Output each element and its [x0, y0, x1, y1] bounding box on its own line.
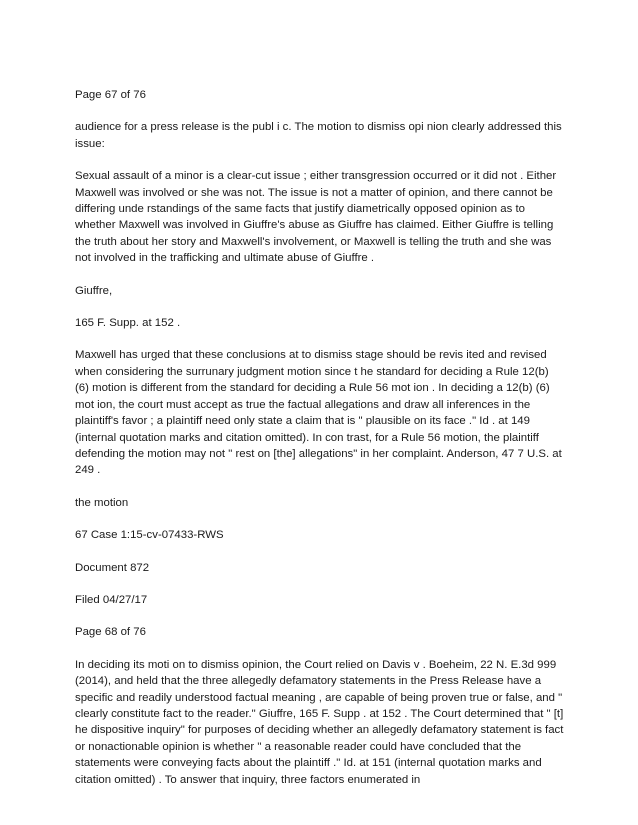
fragment-the-motion: the motion [75, 496, 129, 509]
page-number-header-2: Page 68 of 76 [75, 626, 146, 639]
block-quote: Sexual assault of a minor is a clear-cut issue ; either transgression occurred or it did not . Either Maxwell was involved or she was not. The issue is not a matter of opinion, and there cannot be differing unde rstandings of the same facts that justify diametrically opposed opinion as to whether Maxwell was involved in Giuffre's abuse as Giuffre has claimed. Either Giuffre is telling the truth about her story and Maxwell's involvement, or Maxwell is telling the truth and she was not involved in the trafficking and ultimate abuse of Giuffre . [75, 170, 557, 265]
citation-name: Giuffre, [75, 284, 113, 297]
citation-reference: 165 F. Supp. at 152 . [75, 317, 181, 330]
document-page [75, 87, 565, 804]
document-number: Document 872 [75, 561, 150, 574]
filed-date: Filed 04/27/17 [75, 593, 148, 606]
page-number-header: Page 67 of 76 [75, 89, 146, 101]
paragraph-deciding: In deciding its moti on to dismiss opinion, the Court relied on Davis v . Boeheim, 22 N. E.3d 999 (2014), and held that the three allegedly defamatory statements in the Press Release have a specific and readily understood factual meaning , are capable of being proven true or false, and " clearly constitute fact to the reader." Giuffre, 165 F. Supp . at 152 . The Court determined that " [t] he dispositive inquiry" for purposes of deciding whether an allegedly defamatory statement is fact or nonactionable opinion is whether " a reasonable reader could have concluded that the statements were conveying facts about the plaintiff ." Id. at 151 (internal quotation marks and citation omitted) . To answer that inquiry, three factors enumerated in [75, 658, 564, 786]
paragraph-audience: audience for a press release is the publ i c. The motion to dismiss opi nion clearly addressed this issue: [75, 121, 562, 150]
case-number: 67 Case 1:15-cv-07433-RWS [75, 529, 224, 542]
paragraph-maxwell: Maxwell has urged that these conclusions at to dismiss stage should be revis ited and revised when considering the surrunary judgment motion since t he standard for deciding a Rule 12(b) (6) motion is different from the standard for deciding a Rule 56 mot ion . In deciding a 12(b) (6) mot ion, the court must accept as true the factual allegations and draw all inferences in the plaintiff's favor ; a plaintiff need only state a claim that is " plausible on its face ." Id . at 149 (internal quotation marks and citation omitted). In con trast, for a Rule 56 motion, the plaintiff defending the motion may not " rest on [the] allegations" in her complaint. Anderson, 47 7 U.S. at 249 . [75, 349, 562, 477]
